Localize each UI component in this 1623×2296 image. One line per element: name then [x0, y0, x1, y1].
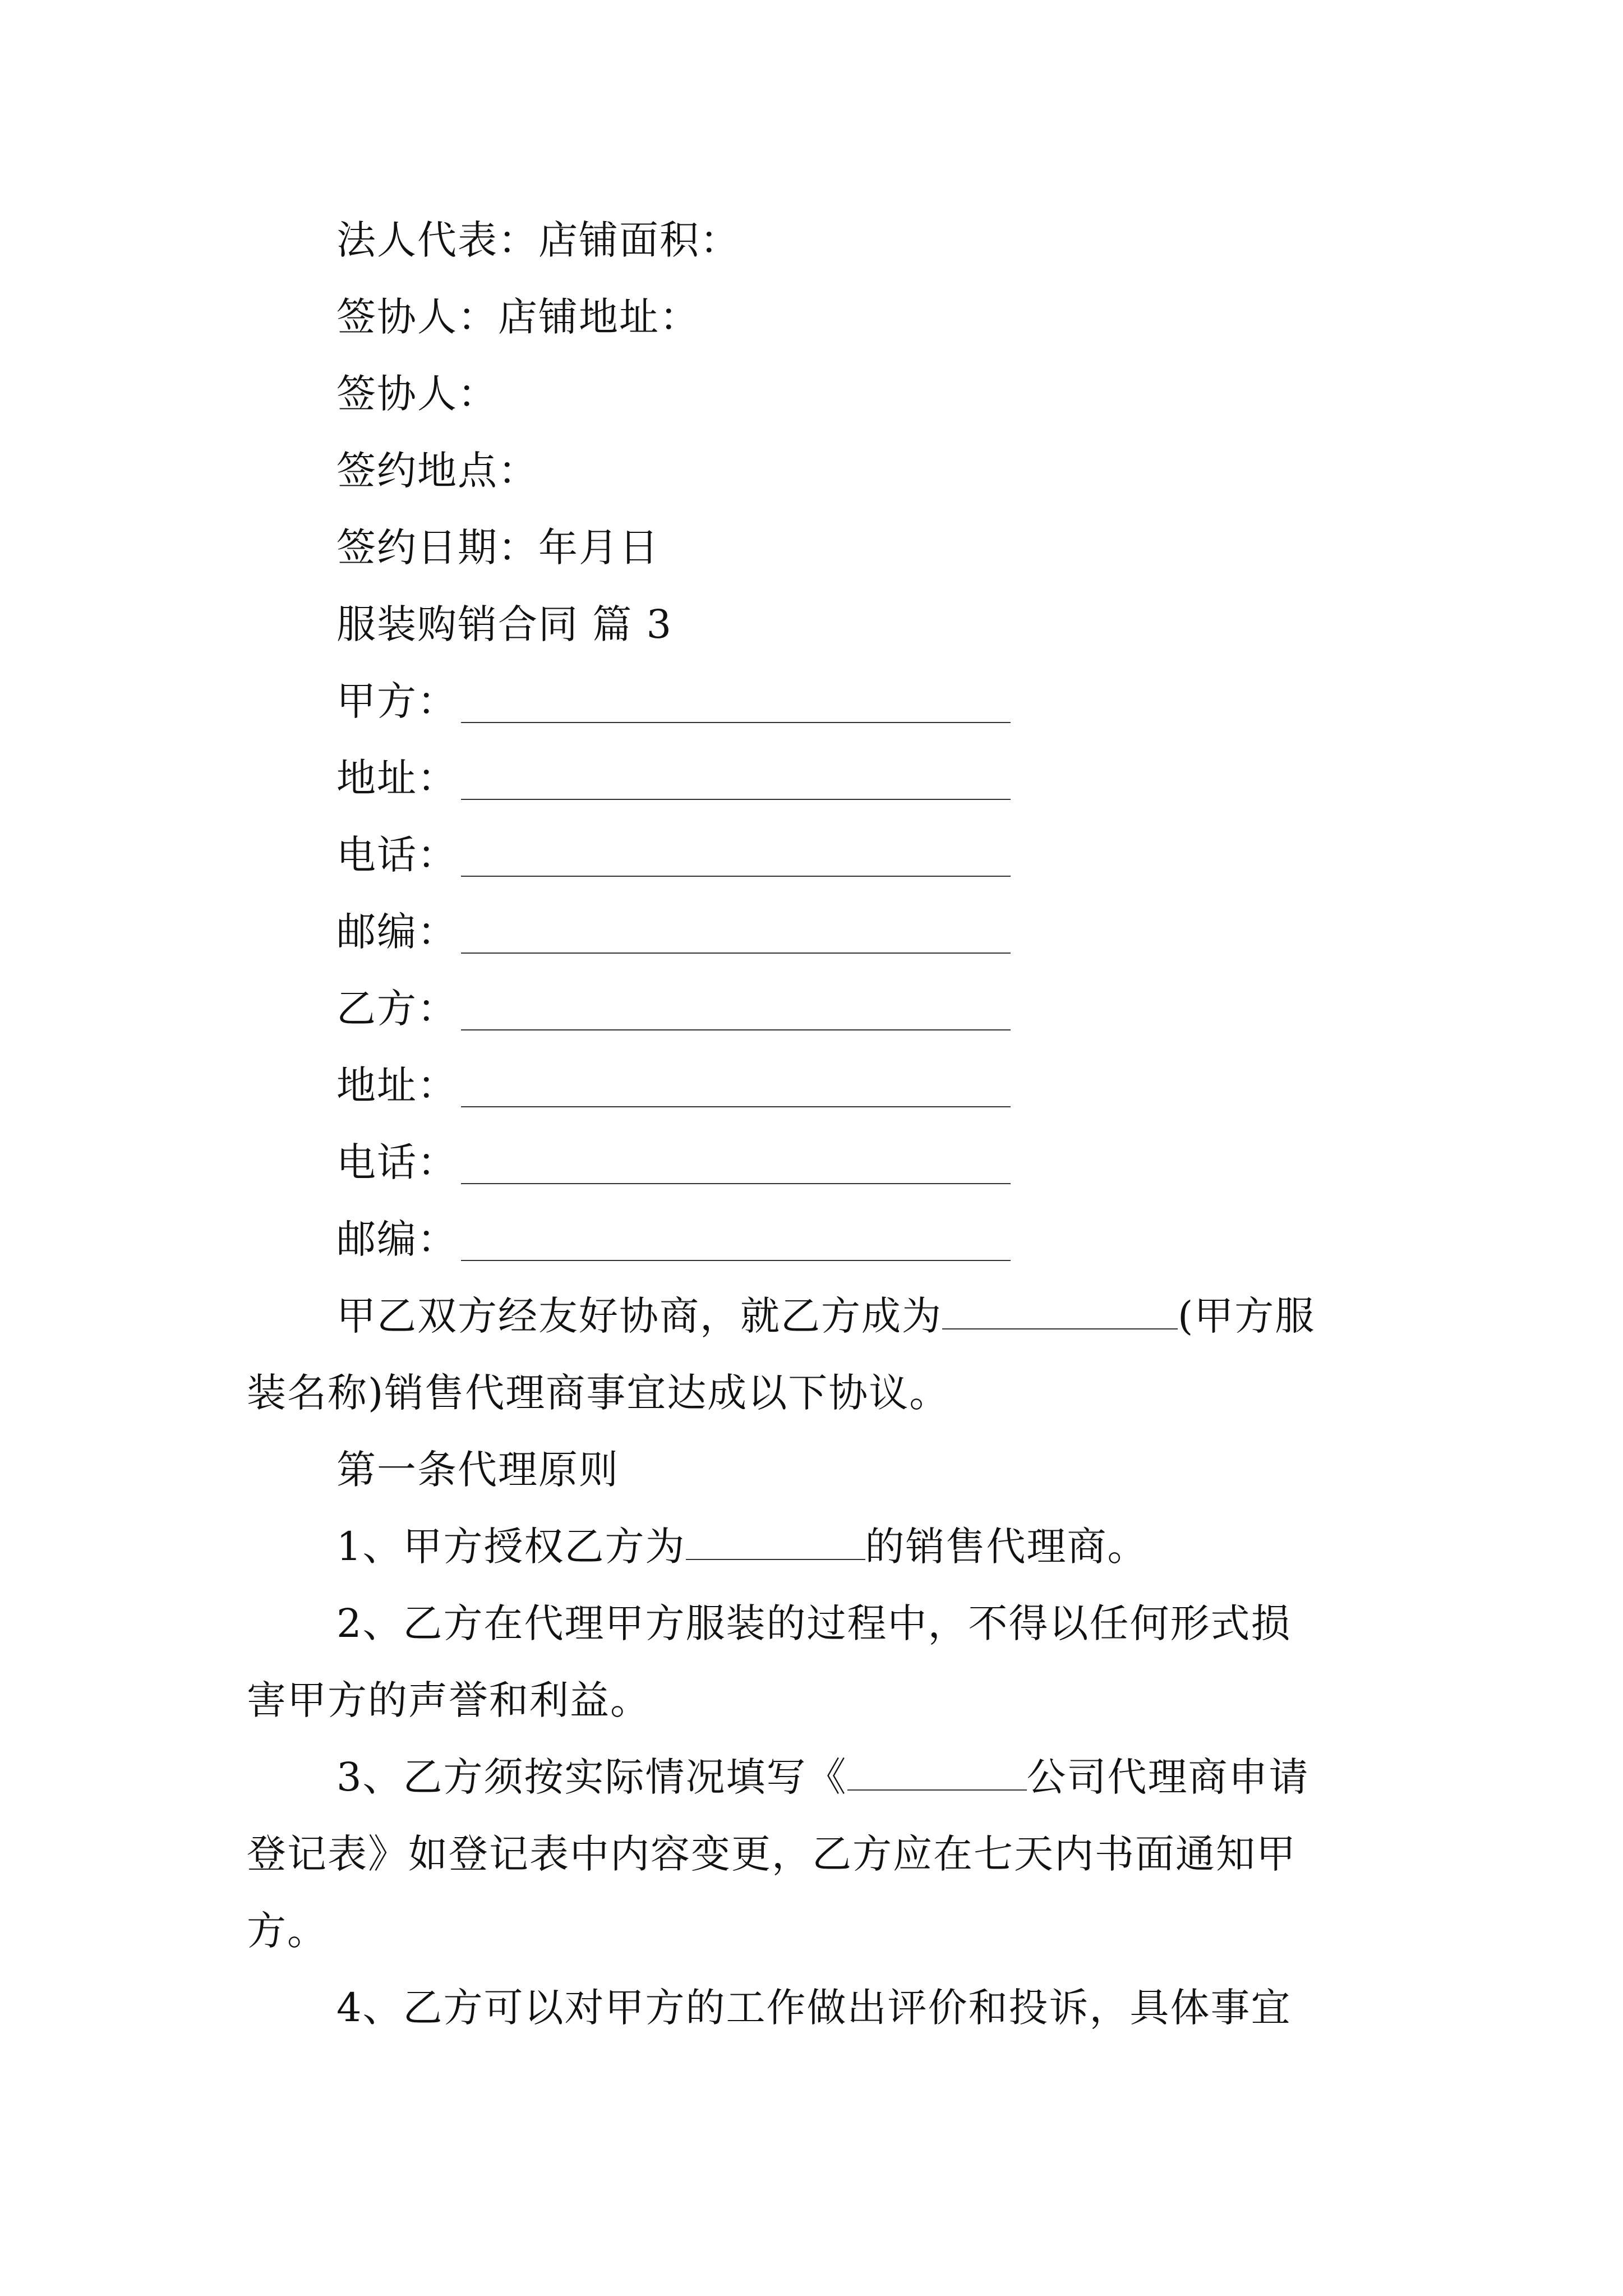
party-b-address-field: [247, 1047, 1391, 1124]
party-b-address-label: 地址：: [336, 1062, 458, 1108]
clause-3-line-2: 登记表》如登记表中内容变更，乙方应在七天内书面通知甲: [247, 1831, 1297, 1877]
signing-date-line: 签约日期：年月日: [336, 524, 660, 570]
section-title: 第一条代理原则: [336, 1447, 619, 1493]
party-b-phone-blank: [461, 1138, 1011, 1184]
party-a-phone-field: [247, 817, 1391, 894]
party-a-field: [247, 663, 1391, 740]
clause-3-line-1: [247, 1739, 1391, 1816]
party-a-blank: [461, 677, 1011, 723]
party-b-postcode-label: 邮编：: [336, 1216, 458, 1262]
party-b-phone-field: [247, 1124, 1391, 1201]
intro-line-2: 装名称)销售代理商事宜达成以下协议。: [247, 1370, 950, 1416]
party-a-address-field: [247, 740, 1391, 817]
party-a-postcode-field: [247, 894, 1391, 970]
contract-title: 服装购销合同 篇 3: [336, 601, 673, 647]
party-a-postcode-label: 邮编：: [336, 909, 458, 955]
party-a-address-blank: [461, 754, 1011, 800]
intro-text-1: 甲乙双方经友好协商，就乙方成为: [336, 1293, 942, 1339]
party-b-address-blank: [461, 1061, 1011, 1107]
party-a-phone-blank: [461, 831, 1011, 877]
region-blank: [686, 1525, 865, 1560]
party-b-postcode-blank: [461, 1215, 1011, 1261]
document-body: [247, 202, 1391, 2046]
clause-2-line-2: 害甲方的声誉和利益。: [247, 1677, 651, 1723]
clause-1-text-2: 的销售代理商。: [865, 1524, 1148, 1570]
party-b-blank: [461, 984, 1011, 1030]
signatory-line-1: 签协人：店铺地址：: [336, 294, 700, 340]
clause-2-line-1: 2、乙方在代理甲方服装的过程中，不得以任何形式损: [336, 1600, 1292, 1646]
party-a-postcode-blank: [461, 908, 1011, 954]
party-b-postcode-field: [247, 1201, 1391, 1278]
intro-line-1: [247, 1278, 1391, 1355]
party-b-phone-label: 电话：: [336, 1139, 458, 1185]
party-b-field: [247, 970, 1391, 1047]
clause-3-text-2: 公司代理商申请: [1026, 1754, 1310, 1800]
signatory-line-2: 签协人：: [336, 371, 498, 417]
clause-4-line-1: 4、乙方可以对甲方的工作做出评价和投诉，具体事宜: [336, 1985, 1292, 2031]
party-b-label: 乙方：: [336, 986, 458, 1032]
party-a-label: 甲方：: [336, 678, 458, 724]
signing-place-line: 签约地点：: [336, 448, 538, 494]
company-name-blank: [847, 1756, 1027, 1791]
party-a-phone-label: 电话：: [336, 832, 458, 878]
clause-1: [247, 1508, 1391, 1585]
clause-3-text-1: 3、乙方须按实际情况填写《: [336, 1754, 847, 1800]
intro-text-2: (甲方服: [1178, 1293, 1316, 1339]
brand-name-blank: [942, 1295, 1178, 1329]
party-a-address-label: 地址：: [336, 755, 458, 801]
legal-rep-line: 法人代表：店铺面积：: [336, 217, 740, 263]
clause-1-text-1: 1、甲方授权乙方为: [336, 1524, 686, 1570]
clause-3-line-3: 方。: [247, 1908, 328, 1954]
